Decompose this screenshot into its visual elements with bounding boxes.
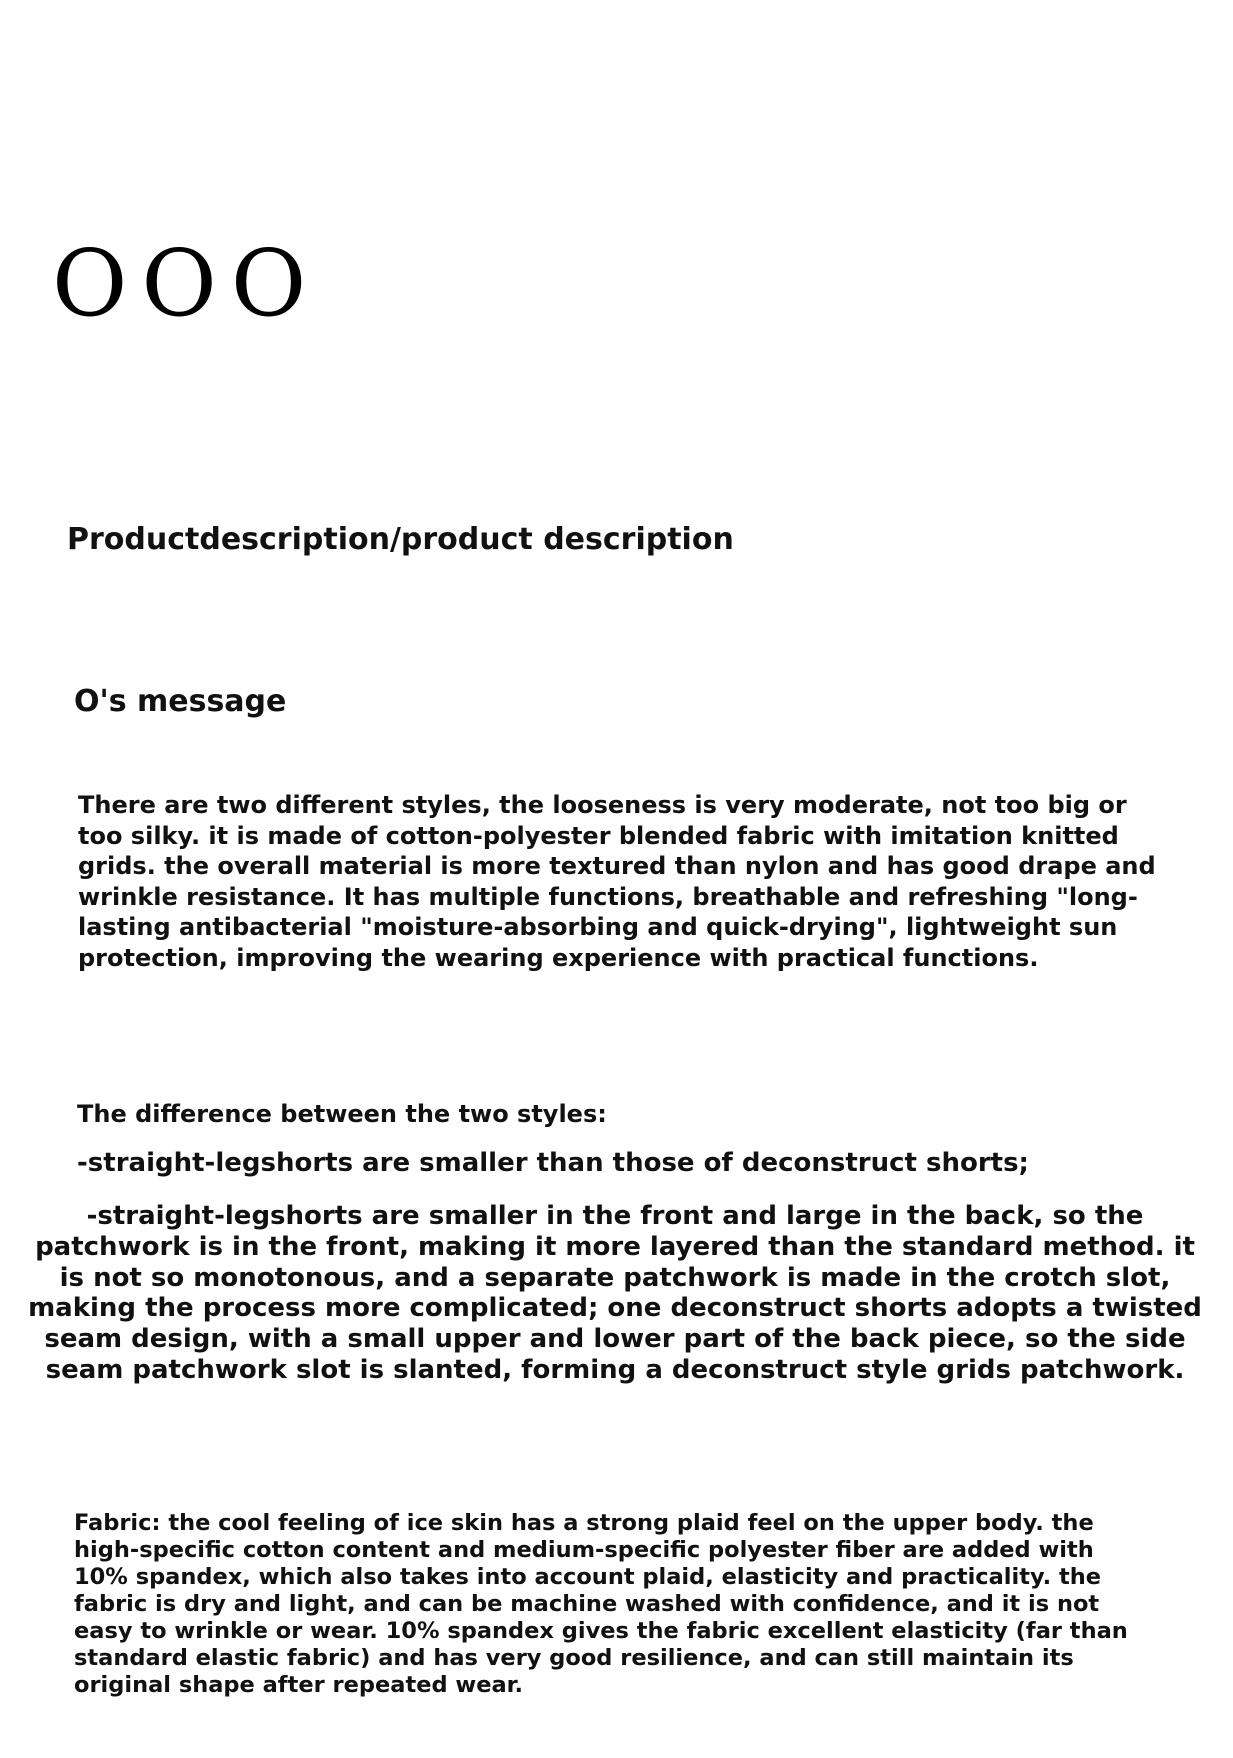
message-paragraph: There are two different styles, the looseness is very moderate, not too big or too silky. it is made of cotton-polyester blended fabric with imitation knitted grids. the overall material is more textured than nylon and has good drape and wrinkle resistance. It has multiple functions, breathable and refreshing "long-lasting antibacterial "moisture-absorbing and quick-drying", lightweight sun protection, improving the wearing experience with practical functions. bbox=[78, 791, 1156, 972]
message-title: O's message bbox=[74, 684, 287, 719]
brand-logo: OOO bbox=[52, 230, 321, 337]
difference-item-1: -straight-legshorts are smaller than those of deconstruct shorts; bbox=[77, 1148, 1029, 1178]
difference-title: The difference between the two styles: bbox=[77, 1100, 607, 1128]
page-title: Productdescription/product description bbox=[67, 522, 734, 557]
difference-item-2: -straight-legshorts are smaller in the front and large in the back, so the patchwork is in the front, making it more layered than the standard method. it is not so monotonous, and a separate patchwork is made in the crotch slot, making the process more complicated; one deconstruct shorts adopts a twisted seam design, with a small upper and lower part of the back piece, so the side seam patchwork slot is slanted, forming a deconstruct style grids patchwork. bbox=[28, 1201, 1202, 1385]
fabric-paragraph: Fabric: the cool feeling of ice skin has a strong plaid feel on the upper body. the high-specific cotton content and medium-specific polyester fiber are added with 10% spandex, which also takes into account plaid, elasticity and practicality. the fabric is dry and light, and can be machine washed with confidence, and it is not easy to wrinkle or wear. 10% spandex gives the fabric excellent elasticity (far than standard elastic fabric) and has very good resilience, and can still maintain its original shape after repeated wear. bbox=[74, 1510, 1128, 1698]
